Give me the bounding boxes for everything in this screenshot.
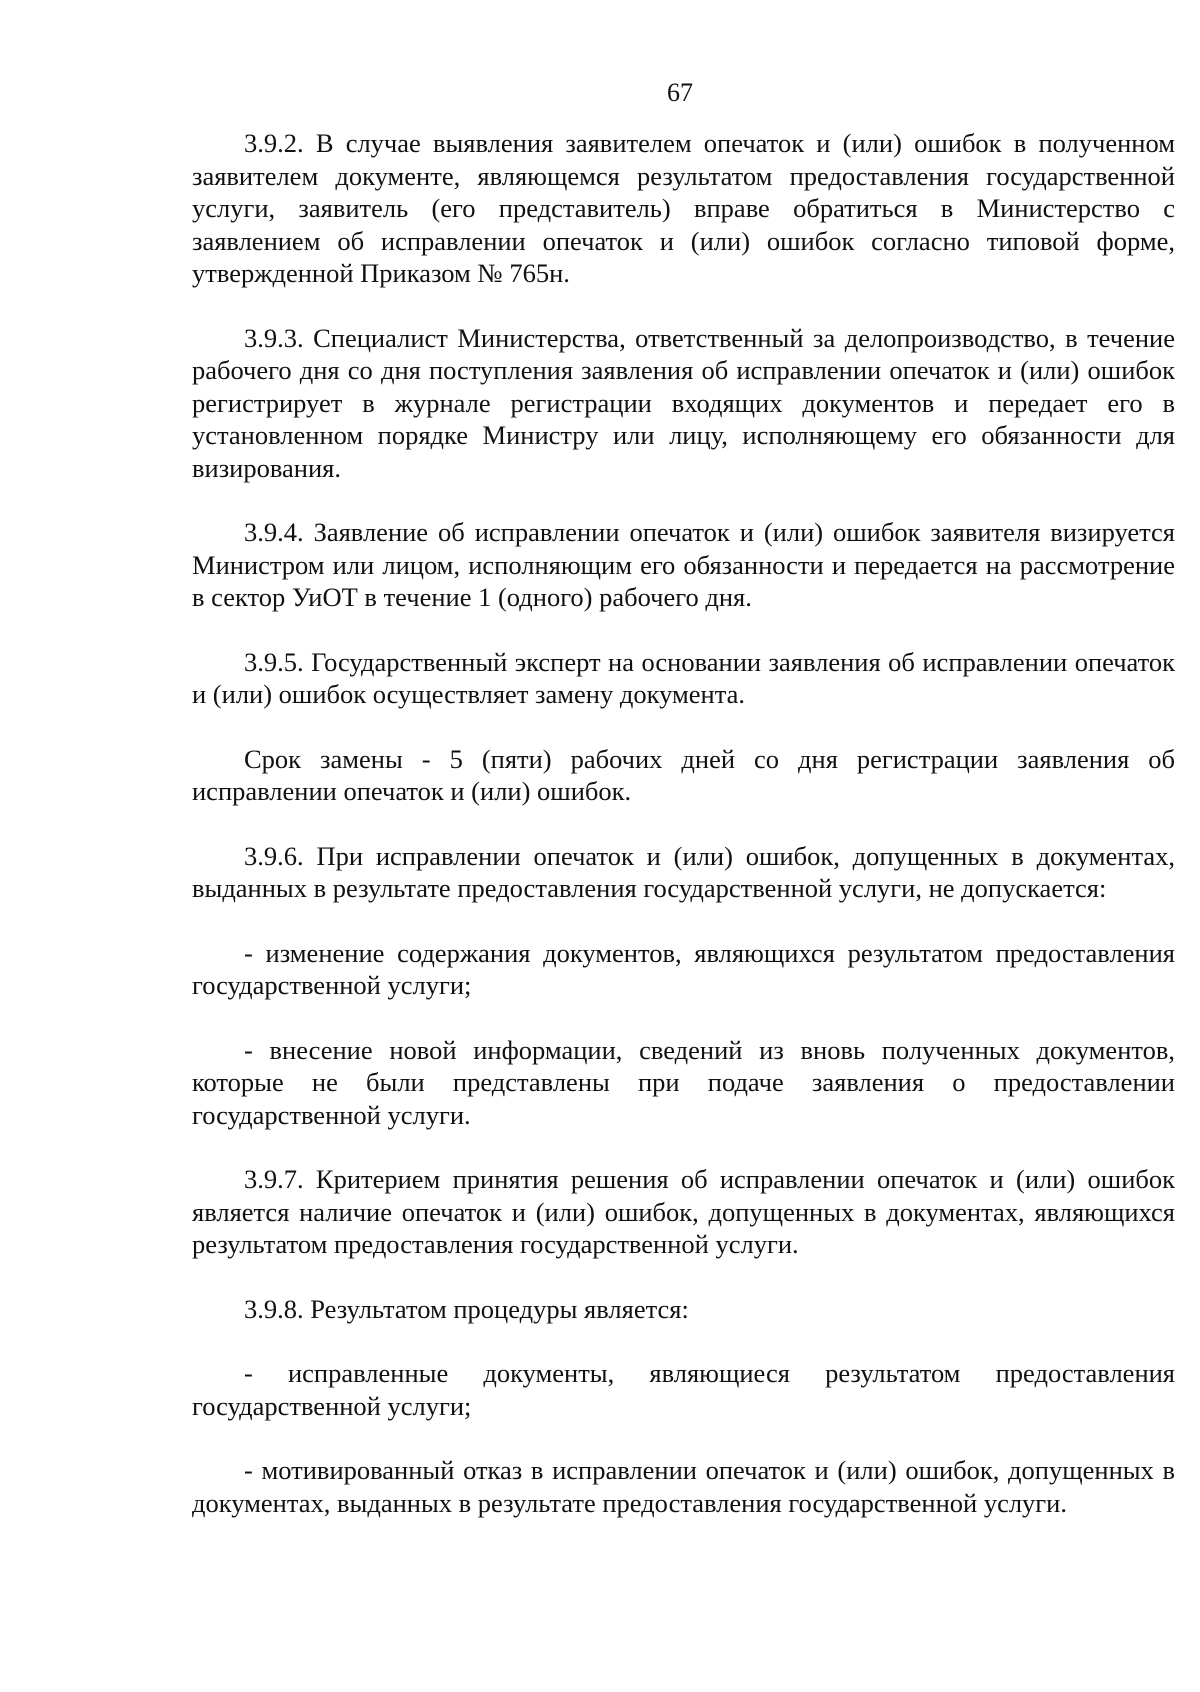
document-body: [192, 127, 1175, 1519]
paragraph-3-9-2: 3.9.2. В случае выявления заявителем опечаток и (или) ошибок в полученном заявителем документе, являющемся результатом предоставления государственной услуги, заявитель (его представитель) вправе обратиться в Министерство с заявлением об исправлении опечаток и (или) ошибок согласно типовой форме, утвержденной Приказом № 765н.: [192, 128, 1175, 288]
list-item-content-change: - изменение содержания документов, являющихся результатом предоставления государственной услуги;: [192, 937, 1175, 1000]
list-item-new-information: - внесение новой информации, сведений из вновь полученных документов, которые не были представлены при подаче заявления о предоставлении государственной услуги.: [192, 1034, 1175, 1130]
page-number: 67: [667, 78, 693, 107]
paragraph-3-9-6: 3.9.6. При исправлении опечаток и (или) ошибок, допущенных в документах, выданных в результате предоставления государственной услуги, не допускается:: [192, 840, 1175, 903]
paragraph-replacement-term: Срок замены - 5 (пяти) рабочих дней со дня регистрации заявления об исправлении опечаток и (или) ошибок.: [192, 743, 1175, 806]
paragraph-3-9-7: 3.9.7. Критерием принятия решения об исправлении опечаток и (или) ошибок является наличие опечаток и (или) ошибок, допущенных в документах, являющихся результатом предоставления государственной услуги.: [192, 1164, 1175, 1259]
list-item-motivated-refusal: - мотивированный отказ в исправлении опечаток и (или) ошибок, допущенных в документах, выданных в результате предоставления государственной услуги.: [192, 1455, 1175, 1518]
paragraph-3-9-3: 3.9.3. Специалист Министерства, ответственный за делопроизводство, в течение рабочего дня со дня поступления заявления об исправлении опечаток и (или) ошибок регистрирует в журнале регистрации входящих документов и передает его в установленном порядке Министру или лицу, исполняющему его обязанности для визирования.: [192, 322, 1175, 483]
paragraph-3-9-4: 3.9.4. Заявление об исправлении опечаток и (или) ошибок заявителя визируется Министром или лицом, исполняющим его обязанности и передается на рассмотрение в сектор УиОТ в течение 1 (одного) рабочего дня.: [192, 517, 1175, 612]
paragraph-3-9-8: 3.9.8. Результатом процедуры является:: [244, 1293, 689, 1324]
list-item-corrected-documents: - исправленные документы, являющиеся результатом предоставления государственной услуги;: [192, 1358, 1175, 1421]
paragraph-3-9-5: 3.9.5. Государственный эксперт на основании заявления об исправлении опечаток и (или) ошибок осуществляет замену документа.: [192, 646, 1175, 709]
